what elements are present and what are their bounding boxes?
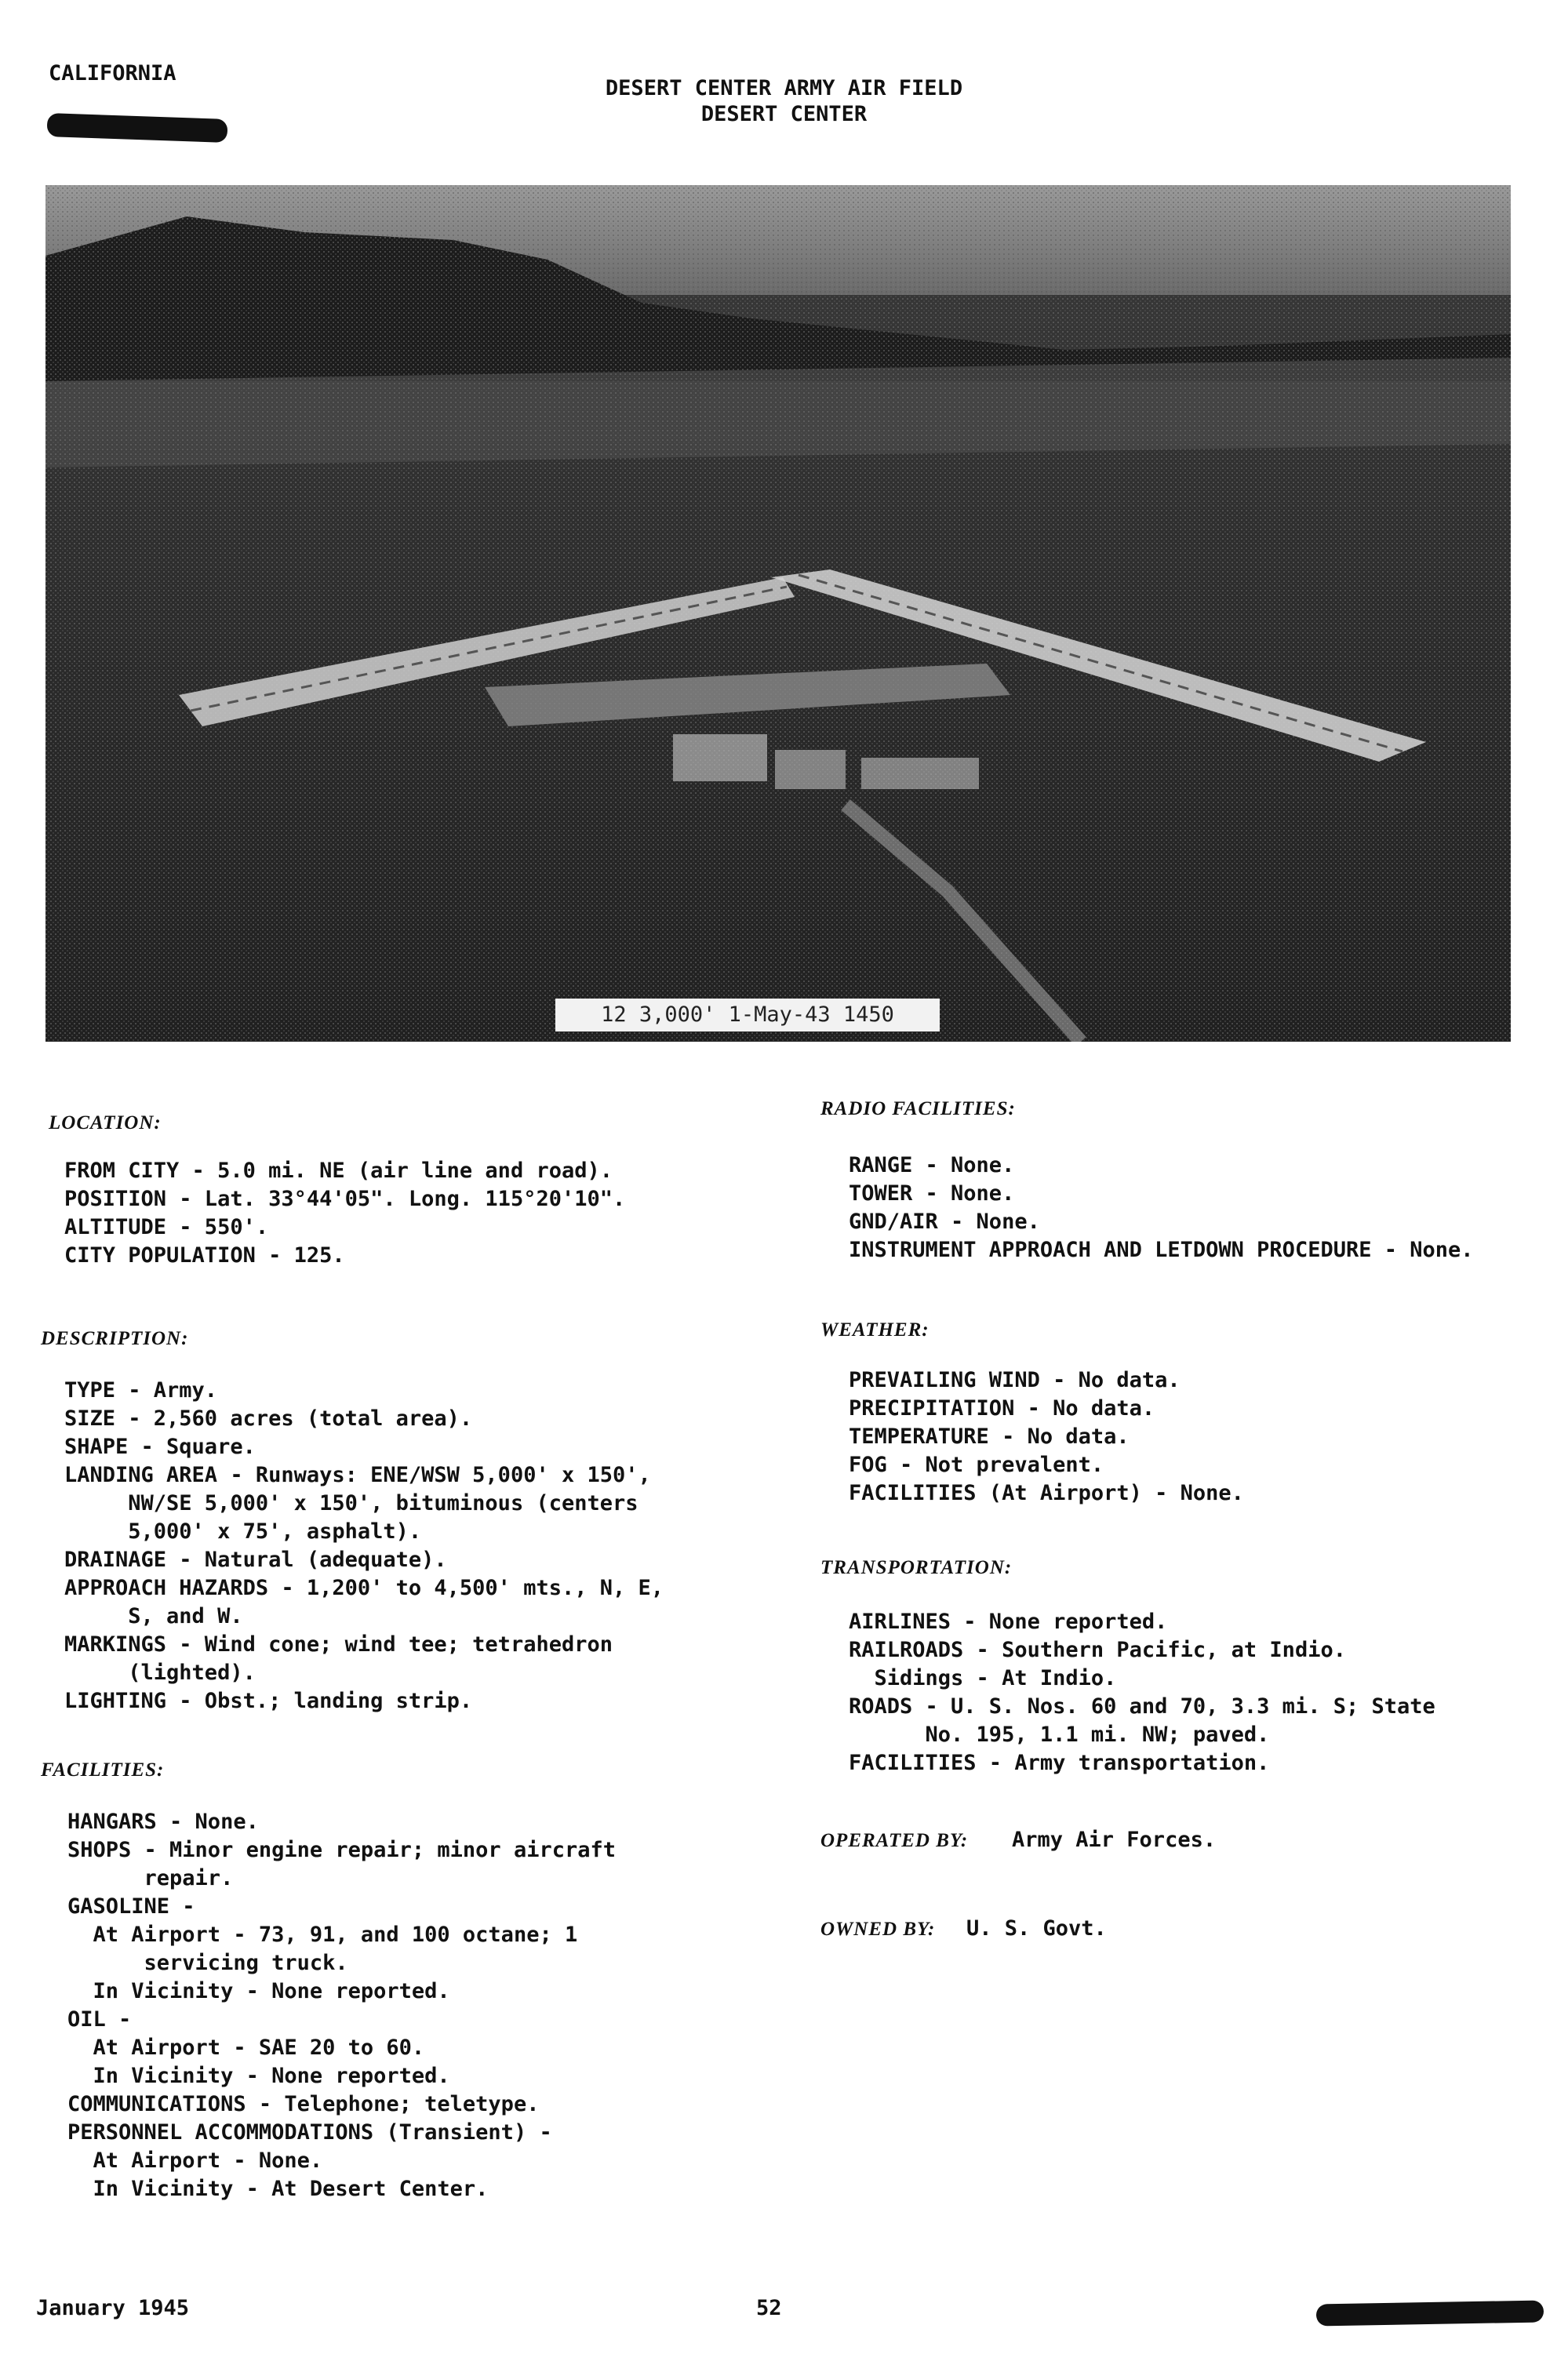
facilities-line: PERSONNEL ACCOMMODATIONS (Transient) - <box>67 2120 552 2145</box>
facilities-line: At Airport - SAE 20 to 60. <box>67 2036 425 2060</box>
facilities-line: In Vicinity - At Desert Center. <box>67 2177 489 2201</box>
description-line: SHAPE - Square. <box>64 1435 256 1459</box>
location-line: POSITION - Lat. 33°44'05". Long. 115°20'10". <box>64 1187 626 1211</box>
description-line: SIZE - 2,560 acres (total area). <box>64 1406 473 1431</box>
operated-by-value: Army Air Forces. <box>1012 1828 1217 1852</box>
description-line: NW/SE 5,000' x 150', bituminous (centers <box>64 1491 638 1515</box>
redaction-mark-bottom <box>1316 2300 1544 2326</box>
transportation-line: ROADS - U. S. Nos. 60 and 70, 3.3 mi. S; State <box>849 1694 1435 1719</box>
weather-line: FOG - Not prevalent. <box>849 1453 1104 1477</box>
transportation-line: No. 195, 1.1 mi. NW; paved. <box>849 1723 1270 1747</box>
facilities-line: SHOPS - Minor engine repair; minor aircraft <box>67 1838 616 1862</box>
radio-line: INSTRUMENT APPROACH AND LETDOWN PROCEDURE - None. <box>849 1238 1474 1262</box>
transportation-block <box>849 1608 1435 1777</box>
description-line: LANDING AREA - Runways: ENE/WSW 5,000' x 150', <box>64 1463 651 1487</box>
footer-date: January 1945 <box>36 2296 190 2320</box>
transportation-line: FACILITIES - Army transportation. <box>849 1751 1270 1775</box>
description-line: TYPE - Army. <box>64 1378 218 1403</box>
weather-line: FACILITIES (At Airport) - None. <box>849 1481 1244 1505</box>
transportation-heading: TRANSPORTATION: <box>820 1557 1013 1578</box>
description-line: (lighted). <box>64 1661 256 1685</box>
facilities-line: servicing truck. <box>67 1951 348 1975</box>
facilities-line: COMMUNICATIONS - Telephone; teletype. <box>67 2092 540 2116</box>
facilities-line: At Airport - None. <box>67 2149 323 2173</box>
transportation-line: Sidings - At Indio. <box>849 1666 1117 1690</box>
facilities-block <box>67 1808 616 2203</box>
state-label: CALIFORNIA <box>49 61 176 86</box>
facilities-line: In Vicinity - None reported. <box>67 2064 450 2088</box>
description-line: LIGHTING - Obst.; landing strip. <box>64 1689 473 1713</box>
location-line: ALTITUDE - 550'. <box>64 1215 269 1239</box>
description-line: DRAINAGE - Natural (adequate). <box>64 1548 447 1572</box>
weather-heading: WEATHER: <box>820 1319 930 1341</box>
facilities-line: repair. <box>67 1866 234 1890</box>
facilities-line: OIL - <box>67 2007 132 2032</box>
location-heading: LOCATION: <box>49 1112 162 1133</box>
description-line: S, and W. <box>64 1604 243 1628</box>
weather-block <box>849 1366 1244 1508</box>
description-line: MARKINGS - Wind cone; wind tee; tetrahedron <box>64 1632 613 1657</box>
description-line: 5,000' x 75', asphalt). <box>64 1519 422 1544</box>
aerial-photograph <box>45 185 1511 1042</box>
radio-line: TOWER - None. <box>849 1181 1015 1206</box>
location-block <box>64 1157 625 1270</box>
facilities-line: HANGARS - None. <box>67 1810 259 1834</box>
description-block <box>64 1377 664 1716</box>
airfield-photo-graphic <box>45 185 1511 1042</box>
document-subtitle: DESERT CENTER <box>700 102 868 126</box>
radio-line: GND/AIR - None. <box>849 1210 1040 1234</box>
photo-caption: 12 3,000' 1-May-43 1450 <box>555 999 940 1032</box>
description-heading: DESCRIPTION: <box>41 1328 189 1349</box>
transportation-line: AIRLINES - None reported. <box>849 1610 1168 1634</box>
radio-block <box>849 1152 1474 1264</box>
description-line: APPROACH HAZARDS - 1,200' to 4,500' mts., N, E, <box>64 1576 664 1600</box>
facilities-line: In Vicinity - None reported. <box>67 1979 450 2003</box>
weather-line: TEMPERATURE - No data. <box>849 1424 1130 1449</box>
location-line: CITY POPULATION - 125. <box>64 1243 345 1268</box>
location-line: FROM CITY - 5.0 mi. NE (air line and road). <box>64 1159 613 1183</box>
weather-line: PRECIPITATION - No data. <box>849 1396 1155 1421</box>
owned-by-value: U. S. Govt. <box>966 1916 1107 1941</box>
operated-by-label: OPERATED BY: <box>820 1830 969 1851</box>
radio-line: RANGE - None. <box>849 1153 1015 1177</box>
transportation-line: RAILROADS - Southern Pacific, at Indio. <box>849 1638 1346 1662</box>
facilities-line: GASOLINE - <box>67 1894 195 1919</box>
facilities-line: At Airport - 73, 91, and 100 octane; 1 <box>67 1923 578 1947</box>
weather-line: PREVAILING WIND - No data. <box>849 1368 1181 1392</box>
facilities-heading: FACILITIES: <box>41 1759 165 1781</box>
page-number: 52 <box>756 2296 782 2320</box>
owned-by-label: OWNED BY: <box>820 1919 936 1940</box>
document-title: DESERT CENTER ARMY AIR FIELD <box>605 76 963 100</box>
radio-heading: RADIO FACILITIES: <box>820 1098 1016 1119</box>
